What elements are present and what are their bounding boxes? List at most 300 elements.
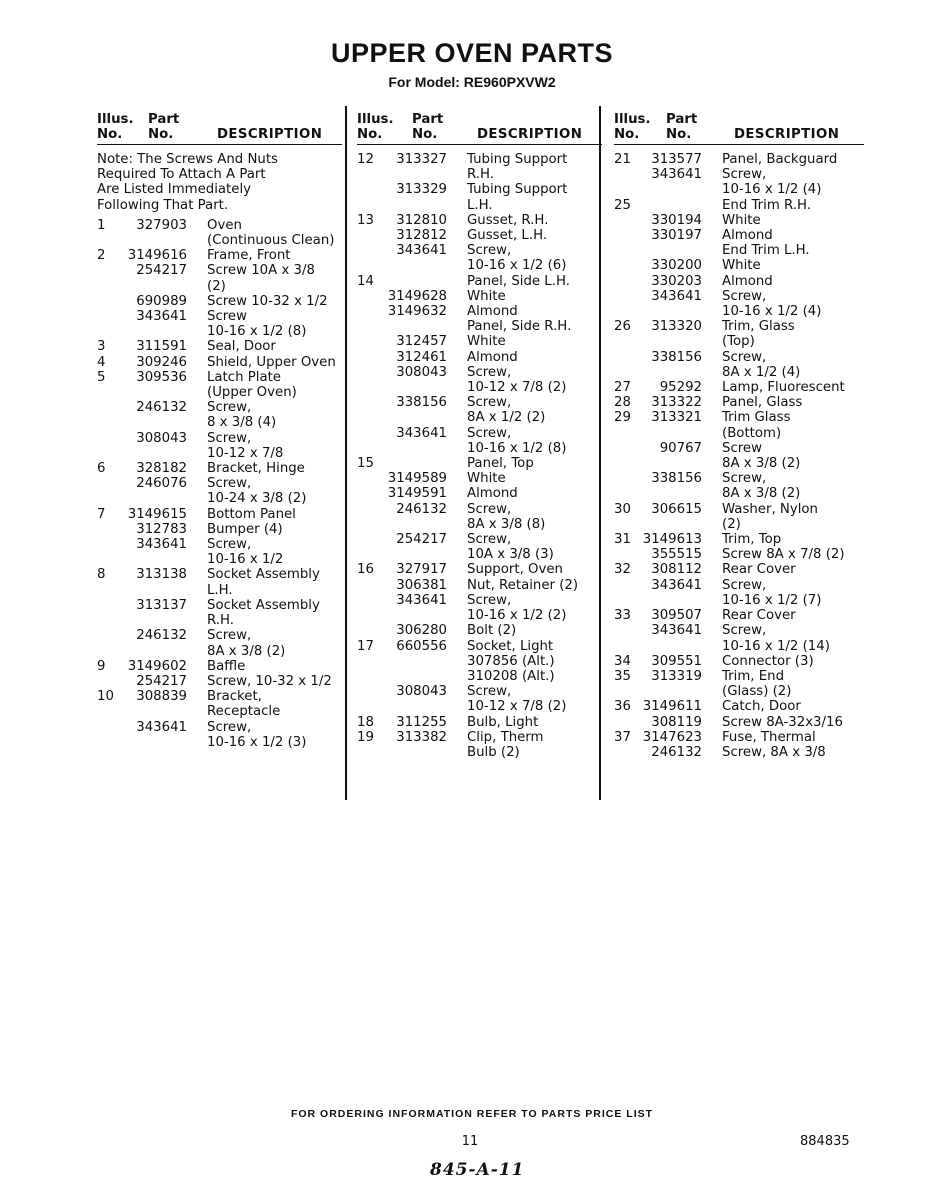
part-description: Trim, Top xyxy=(722,532,782,548)
table-row xyxy=(614,745,864,760)
part-description: Bracket, Hinge xyxy=(207,461,305,477)
illus-number xyxy=(97,476,117,506)
part-number: 313319 xyxy=(651,668,702,684)
illus-number xyxy=(357,486,377,501)
illus-number xyxy=(357,365,377,395)
description-header: DESCRIPTION xyxy=(477,127,583,142)
illus-number: 15 xyxy=(357,456,374,472)
part-number: 3149611 xyxy=(642,699,702,715)
part-description: Screw, 8A x 3/8 (2) xyxy=(207,628,286,659)
table-row xyxy=(614,608,864,623)
part-number: 313329 xyxy=(396,182,447,198)
part-description: Almond xyxy=(722,273,773,289)
part-number: 254217 xyxy=(136,263,187,279)
part-number: 312783 xyxy=(136,521,187,537)
illus-number: 8 xyxy=(97,567,106,583)
illus-number: 13 xyxy=(357,212,374,228)
part-description: Lamp, Fluorescent xyxy=(722,380,845,396)
part-number: 309536 xyxy=(136,369,187,385)
part-number: 338156 xyxy=(651,349,702,365)
part-number: 313138 xyxy=(136,567,187,583)
illus-number xyxy=(357,228,377,243)
part-description: Screw, 10A x 3/8 (3) xyxy=(467,532,554,563)
illus-number: 5 xyxy=(97,369,106,385)
table-row xyxy=(97,628,342,658)
part-number: 343641 xyxy=(136,537,187,553)
table-row xyxy=(357,365,602,395)
part-number xyxy=(377,274,467,289)
illus-number: 36 xyxy=(614,699,631,715)
table-row xyxy=(97,263,342,293)
table-row xyxy=(614,502,864,532)
table-row xyxy=(614,730,864,745)
part-number: 338156 xyxy=(651,471,702,487)
table-row xyxy=(97,339,342,354)
illus-no-header: Illus. No. xyxy=(97,112,134,142)
part-number: 313327 xyxy=(396,152,447,167)
part-description: Screw 8A x 3/8 (2) xyxy=(722,440,801,472)
part-description: White xyxy=(467,288,506,304)
illus-number xyxy=(357,502,377,532)
table-row xyxy=(357,456,602,471)
ordering-info: FOR ORDERING INFORMATION REFER TO PARTS PRICE LIST xyxy=(290,1108,654,1120)
table-row xyxy=(614,274,864,289)
table-row xyxy=(614,441,864,471)
illus-number xyxy=(614,228,638,243)
table-row xyxy=(614,578,864,608)
illus-number xyxy=(97,309,117,339)
illus-number xyxy=(357,289,377,304)
illus-number: 27 xyxy=(614,380,631,396)
part-description: Screw, 10-16 x 1/2 (14) xyxy=(722,623,830,654)
table-row xyxy=(97,309,342,339)
illus-number: 4 xyxy=(97,354,106,370)
illus-number: 6 xyxy=(97,461,106,477)
part-number: 343641 xyxy=(396,243,447,259)
illus-number xyxy=(614,547,638,562)
part-description: Shield, Upper Oven xyxy=(207,354,336,370)
illus-number: 17 xyxy=(357,638,374,654)
illus-number: 33 xyxy=(614,608,631,624)
illus-number xyxy=(614,167,638,197)
illus-number xyxy=(614,578,638,608)
part-number: 3149628 xyxy=(387,288,447,304)
part-number: 338156 xyxy=(396,395,447,411)
part-number: 308112 xyxy=(651,562,702,578)
table-row xyxy=(614,623,864,653)
column-header xyxy=(97,112,342,145)
part-number: 660556 xyxy=(396,638,447,654)
part-number: 246132 xyxy=(136,628,187,644)
illus-number xyxy=(614,213,638,228)
part-description: Tubing Support R.H. xyxy=(467,152,568,183)
part-description: Almond xyxy=(467,486,518,502)
part-number: 343641 xyxy=(651,288,702,304)
part-number: 312457 xyxy=(396,334,447,350)
part-description: Screw, 8A x 1/2 (4) xyxy=(722,349,801,380)
part-description: Socket Assembly R.H. xyxy=(207,597,320,629)
table-row xyxy=(357,502,602,532)
illus-number: 29 xyxy=(614,410,631,426)
table-row xyxy=(357,730,602,760)
table-row xyxy=(97,537,342,567)
part-description: White xyxy=(722,212,761,228)
part-description: White xyxy=(467,471,506,487)
table-row xyxy=(614,380,864,395)
part-description: Panel, Glass xyxy=(722,395,803,411)
illus-number: 7 xyxy=(97,506,106,522)
part-description: Support, Oven xyxy=(467,562,563,578)
illus-number xyxy=(357,623,377,638)
illus-number xyxy=(614,289,638,319)
part-description: Gusset, L.H. xyxy=(467,228,548,244)
table-row xyxy=(614,562,864,577)
part-description: Panel, Top xyxy=(467,456,534,472)
part-description: Nut, Retainer (2) xyxy=(467,577,579,593)
illus-number xyxy=(97,628,117,658)
part-no-header: Part No. xyxy=(148,112,180,142)
table-row xyxy=(97,507,342,522)
part-description: End Trim R.H. xyxy=(722,197,811,213)
table-row xyxy=(357,152,602,182)
illus-number xyxy=(614,441,638,471)
illus-number: 21 xyxy=(614,152,631,167)
part-description: Panel, Side L.H. xyxy=(467,273,570,289)
table-row xyxy=(357,639,602,685)
illus-number xyxy=(97,431,117,461)
table-row xyxy=(97,598,342,628)
illus-number xyxy=(614,243,638,258)
illus-number xyxy=(97,720,117,750)
part-number: 343641 xyxy=(396,592,447,608)
table-row xyxy=(614,319,864,349)
part-number: 3149632 xyxy=(387,304,447,320)
part-number: 330197 xyxy=(651,228,702,244)
table-row xyxy=(357,304,602,319)
illus-no-header: Illus. No. xyxy=(357,112,394,142)
illus-number: 18 xyxy=(357,714,374,730)
table-row xyxy=(614,532,864,547)
table-row xyxy=(614,547,864,562)
table-row xyxy=(614,152,864,167)
part-description: Almond xyxy=(722,228,773,244)
part-number: 343641 xyxy=(136,719,187,735)
part-description: Socket, Light 307856 (Alt.) 310208 (Alt.) xyxy=(467,638,555,684)
illus-number: 35 xyxy=(614,668,631,684)
part-description: Catch, Door xyxy=(722,699,801,715)
part-description: Tubing Support L.H. xyxy=(467,182,568,213)
illus-number xyxy=(614,274,638,289)
part-description: Bolt (2) xyxy=(467,623,517,639)
part-description: Screw, 10-16 x 1/2 (4) xyxy=(722,167,822,198)
illus-number xyxy=(357,578,377,593)
part-number: 246132 xyxy=(651,744,702,760)
illus-number: 19 xyxy=(357,729,374,745)
part-number: 313321 xyxy=(651,410,702,426)
part-description: Screw, 8A x 1/2 (2) xyxy=(467,395,546,426)
illus-number xyxy=(97,522,117,537)
part-number: 312810 xyxy=(396,212,447,228)
table-row xyxy=(357,486,602,501)
part-number: 309507 xyxy=(651,608,702,624)
illus-number xyxy=(357,684,377,714)
table-row xyxy=(357,395,602,425)
part-number: 313322 xyxy=(651,395,702,411)
part-description: Screw 10-32 x 1/2 xyxy=(207,293,328,309)
part-description: Trim, End (Glass) (2) xyxy=(722,668,792,700)
part-no-header: Part No. xyxy=(412,112,444,142)
document-code: 884835 xyxy=(800,1134,850,1149)
part-description: Screw, 10-16 x 1/2 (3) xyxy=(207,719,307,750)
part-number: 313137 xyxy=(136,597,187,613)
illus-number xyxy=(357,426,377,456)
illus-number xyxy=(357,593,377,623)
part-number: 306381 xyxy=(396,577,447,593)
column-header xyxy=(357,112,602,145)
part-number: 343641 xyxy=(651,577,702,593)
illus-number xyxy=(614,623,638,653)
table-row xyxy=(357,715,602,730)
part-number: 308043 xyxy=(396,364,447,380)
illus-no-header: Illus. No. xyxy=(614,112,651,142)
part-description: Screw, 10-16 x 1/2 xyxy=(207,537,284,568)
table-row xyxy=(614,167,864,197)
part-number: 90767 xyxy=(659,440,702,456)
table-row xyxy=(357,426,602,456)
table-row xyxy=(614,213,864,228)
part-description: White xyxy=(722,258,761,274)
table-row xyxy=(97,720,342,750)
table-row xyxy=(357,578,602,593)
part-description: Screw, 8 x 3/8 (4) xyxy=(207,400,277,431)
part-number: 308839 xyxy=(136,689,187,705)
part-description: Screw 8A-32x3/16 xyxy=(722,714,843,730)
table-row xyxy=(357,350,602,365)
part-description: Panel, Backguard xyxy=(722,152,838,167)
illus-number xyxy=(357,319,377,334)
part-number: 95292 xyxy=(659,380,702,396)
part-number xyxy=(377,456,467,471)
table-row xyxy=(357,334,602,349)
part-number: 328182 xyxy=(136,461,187,477)
illus-number xyxy=(97,537,117,567)
part-description: End Trim L.H. xyxy=(722,243,810,259)
table-row xyxy=(97,689,342,719)
part-description: Bottom Panel xyxy=(207,506,296,522)
part-description: Trim, Glass (Top) xyxy=(722,319,795,350)
part-description: Seal, Door xyxy=(207,339,276,355)
table-row xyxy=(357,182,602,212)
table-row xyxy=(614,258,864,273)
page-number: 11 xyxy=(461,1134,479,1149)
part-description: Screw, 8A x 3/8 (8) xyxy=(467,501,546,532)
table-row xyxy=(357,623,602,638)
table-row xyxy=(614,198,864,213)
parts-column-2 xyxy=(357,112,602,760)
illus-number xyxy=(614,715,638,730)
part-number: 343641 xyxy=(651,167,702,183)
table-row xyxy=(97,218,342,248)
parts-list xyxy=(97,218,342,750)
illus-number xyxy=(357,304,377,319)
table-row xyxy=(614,243,864,258)
part-description: Latch Plate (Upper Oven) xyxy=(207,369,297,401)
part-number: 308043 xyxy=(396,684,447,700)
table-row xyxy=(357,319,602,334)
part-description: Screw, 10-12 x 7/8 (2) xyxy=(467,684,567,715)
illus-number xyxy=(614,471,638,501)
part-number: 312461 xyxy=(396,349,447,365)
table-row xyxy=(97,400,342,430)
table-row xyxy=(97,476,342,506)
part-number: 3149591 xyxy=(387,486,447,502)
illus-number: 28 xyxy=(614,395,631,411)
part-no-header: Part No. xyxy=(666,112,698,142)
part-number: 254217 xyxy=(396,532,447,548)
table-row xyxy=(614,410,864,440)
parts-column-3 xyxy=(614,112,864,760)
part-number: 3149615 xyxy=(127,506,187,522)
illus-number: 12 xyxy=(357,152,374,167)
part-number: 308119 xyxy=(651,714,702,730)
part-number: 246076 xyxy=(136,476,187,492)
illus-number: 31 xyxy=(614,532,631,548)
table-row xyxy=(357,684,602,714)
part-number: 355515 xyxy=(651,547,702,563)
part-description: Connector (3) xyxy=(722,653,814,669)
illus-number: 16 xyxy=(357,562,374,578)
part-number: 330194 xyxy=(651,212,702,228)
part-description: Oven (Continuous Clean) xyxy=(207,217,335,249)
part-number: 3149613 xyxy=(642,532,702,548)
table-row xyxy=(357,562,602,577)
part-description: Washer, Nylon (2) xyxy=(722,501,818,532)
part-description: Screw, 10-24 x 3/8 (2) xyxy=(207,476,307,507)
column-header xyxy=(614,112,864,145)
part-description: Screw, 10-16 x 1/2 (6) xyxy=(467,243,567,274)
table-row xyxy=(97,431,342,461)
parts-list xyxy=(614,152,864,760)
table-row xyxy=(614,471,864,501)
part-description: Screw, 10-12 x 7/8 xyxy=(207,430,284,461)
column-divider xyxy=(345,106,347,800)
part-description: Screw, 8A x 3/8 (2) xyxy=(722,471,801,502)
illus-number xyxy=(97,674,117,689)
part-number: 254217 xyxy=(136,673,187,689)
table-row xyxy=(614,228,864,243)
table-row xyxy=(614,715,864,730)
part-description: Rear Cover xyxy=(722,608,796,624)
part-number: 246132 xyxy=(136,400,187,416)
table-row xyxy=(357,593,602,623)
illus-number: 34 xyxy=(614,653,631,669)
table-row xyxy=(357,243,602,273)
part-description: Screw, 10-16 x 1/2 (7) xyxy=(722,577,822,608)
part-number: 306615 xyxy=(651,501,702,517)
table-row xyxy=(357,532,602,562)
part-number: 327917 xyxy=(396,562,447,578)
illus-number: 25 xyxy=(614,197,631,213)
table-row xyxy=(97,248,342,263)
table-row xyxy=(97,461,342,476)
part-number: 3149589 xyxy=(387,471,447,487)
part-description: Screw, 10-16 x 1/2 (8) xyxy=(467,425,567,456)
description-header: DESCRIPTION xyxy=(734,127,840,142)
part-number: 313577 xyxy=(651,152,702,167)
table-row xyxy=(97,674,342,689)
part-number: 330200 xyxy=(651,258,702,274)
part-description: Almond xyxy=(467,349,518,365)
illus-number xyxy=(357,243,377,273)
table-row xyxy=(614,289,864,319)
illus-number: 30 xyxy=(614,501,631,517)
table-row xyxy=(97,567,342,597)
illus-number: 1 xyxy=(97,217,106,233)
part-description: Screw, 10-16 x 1/2 (2) xyxy=(467,592,567,624)
illus-number xyxy=(357,395,377,425)
table-row xyxy=(357,213,602,228)
illus-number: 26 xyxy=(614,319,631,335)
illus-number xyxy=(614,745,638,760)
part-description: Trim Glass (Bottom) xyxy=(722,410,791,441)
description-header: DESCRIPTION xyxy=(217,127,323,142)
part-number: 343641 xyxy=(136,309,187,325)
part-number: 343641 xyxy=(651,623,702,639)
part-number: 3149616 xyxy=(127,248,187,264)
part-description: Screw, 8A x 3/8 xyxy=(722,744,826,760)
part-description: Bumper (4) xyxy=(207,521,283,537)
part-description: Screw 8A x 7/8 (2) xyxy=(722,547,845,563)
part-description: Clip, Therm Bulb (2) xyxy=(467,729,544,760)
table-row xyxy=(97,522,342,537)
handwritten-annotation: 845-A-11 xyxy=(430,1160,525,1180)
illus-number: 9 xyxy=(97,658,106,674)
part-number: 306280 xyxy=(396,623,447,639)
table-row xyxy=(614,669,864,699)
part-number: 312812 xyxy=(396,228,447,244)
illus-number: 32 xyxy=(614,562,631,578)
part-description: Screw, 10-16 x 1/2 (4) xyxy=(722,288,822,320)
illus-number xyxy=(97,263,117,293)
illus-number xyxy=(614,258,638,273)
table-row xyxy=(97,659,342,674)
illus-number xyxy=(357,471,377,486)
part-number: 3149602 xyxy=(127,658,187,674)
part-description: Bracket, Receptacle xyxy=(207,689,281,720)
table-row xyxy=(97,355,342,370)
part-number: 308043 xyxy=(136,430,187,446)
part-number: 309246 xyxy=(136,354,187,370)
part-description: Fuse, Thermal xyxy=(722,729,816,745)
part-description: Almond xyxy=(467,304,518,320)
table-row xyxy=(97,294,342,309)
part-number: 311591 xyxy=(136,339,187,355)
model-subtitle: For Model: RE960PXVW2 xyxy=(388,74,556,90)
part-description: Socket Assembly L.H. xyxy=(207,567,320,598)
part-number: 343641 xyxy=(396,425,447,441)
table-row xyxy=(614,654,864,669)
part-description: Baffle xyxy=(207,658,246,674)
table-row xyxy=(357,274,602,289)
part-number xyxy=(638,243,722,258)
part-description: Rear Cover xyxy=(722,562,796,578)
illus-number: 2 xyxy=(97,248,106,264)
illus-number xyxy=(357,350,377,365)
part-description: Bulb, Light xyxy=(467,714,539,730)
table-row xyxy=(357,289,602,304)
part-description: Panel, Side R.H. xyxy=(467,319,572,335)
part-description: Gusset, R.H. xyxy=(467,212,549,228)
